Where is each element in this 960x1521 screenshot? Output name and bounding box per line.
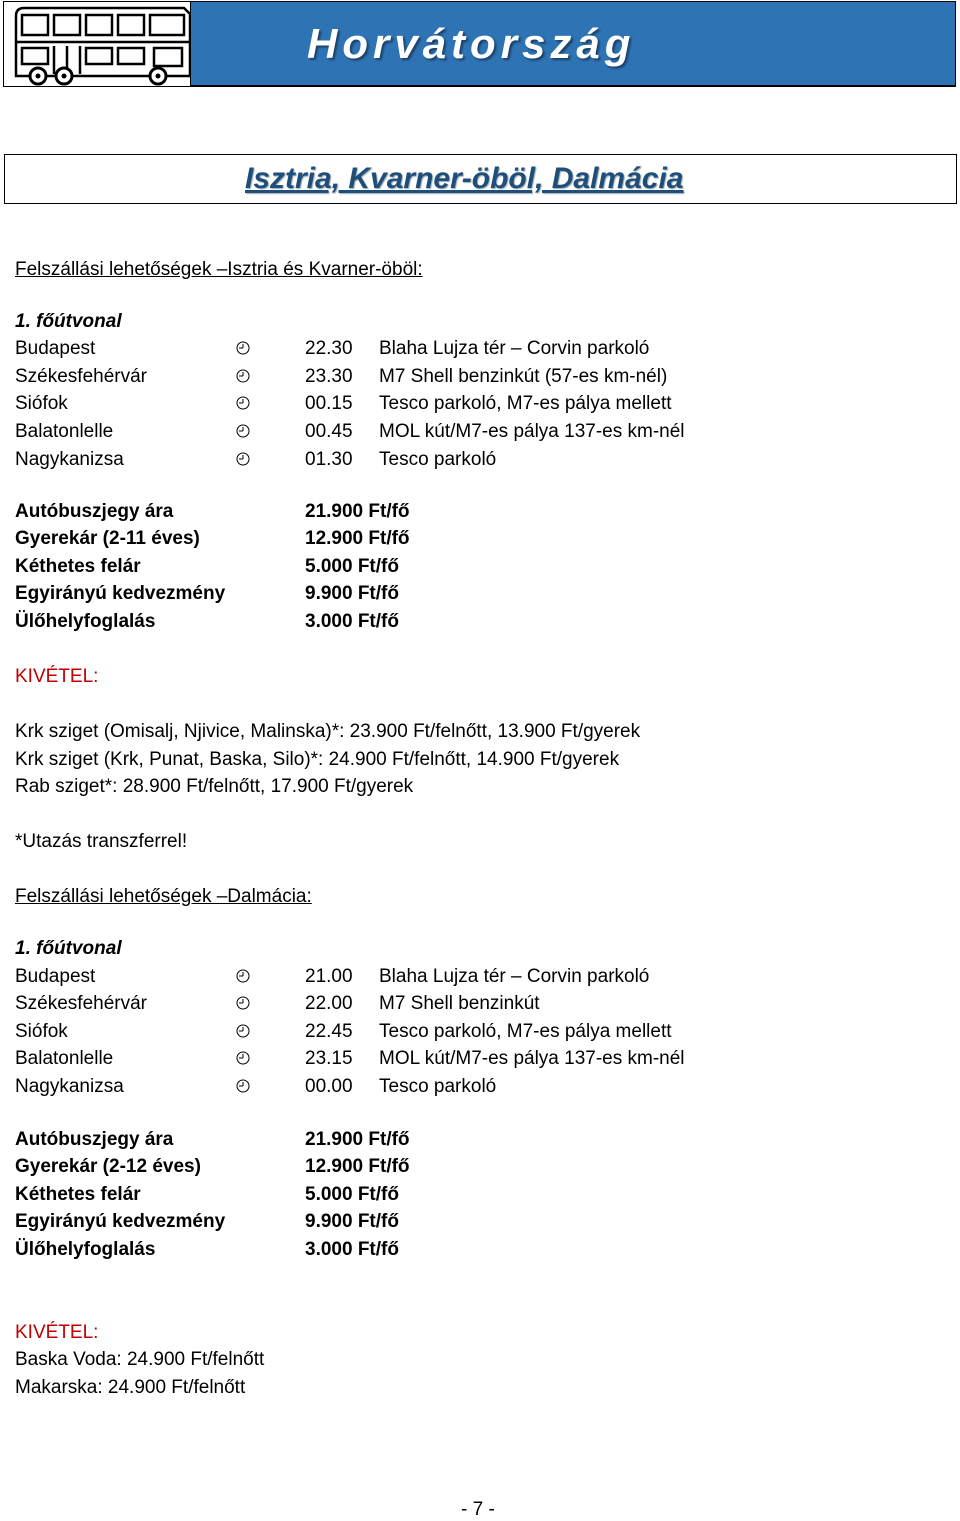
exception-item: Krk sziget (Krk, Punat, Baska, Silo)*: 24.900 Ft/felnőtt, 14.900 Ft/gyerek xyxy=(15,749,620,770)
subtitle-box xyxy=(4,154,957,204)
stop-time: 22.30 xyxy=(305,338,353,359)
stop-city: Balatonlelle xyxy=(15,421,114,442)
price-value: 9.900 Ft/fő xyxy=(305,583,399,604)
stop-city: Balatonlelle xyxy=(15,1048,114,1069)
price-label: Kéthetes felár xyxy=(15,556,141,577)
section-heading-dalmacia: Felszállási lehetőségek –Dalmácia: xyxy=(15,886,312,907)
stop-time: 23.30 xyxy=(305,366,353,387)
stop-place: M7 Shell benzinkút (57-es km-nél) xyxy=(379,366,668,387)
stop-city: Budapest xyxy=(15,338,96,359)
price-label: Kéthetes felár xyxy=(15,1184,141,1205)
stop-place: M7 Shell benzinkút xyxy=(379,993,540,1014)
price-value: 5.000 Ft/fő xyxy=(305,1184,399,1205)
price-label: Ülőhelyfoglalás xyxy=(15,611,156,632)
price-value: 3.000 Ft/fő xyxy=(305,1239,399,1260)
stop-place: MOL kút/M7-es pálya 137-es km-nél xyxy=(379,1048,685,1069)
page-title: Horvátország xyxy=(307,20,636,67)
stop-city: Budapest xyxy=(15,966,96,987)
stop-time: 23.15 xyxy=(305,1048,353,1069)
clock-icon xyxy=(236,1079,250,1093)
page-subtitle: Isztria, Kvarner-öböl, Dalmácia xyxy=(245,162,684,195)
stop-place: Tesco parkoló, M7-es pálya mellett xyxy=(379,393,672,414)
price-label: Ülőhelyfoglalás xyxy=(15,1239,156,1260)
price-value: 9.900 Ft/fő xyxy=(305,1211,399,1232)
stop-time: 01.30 xyxy=(305,449,353,470)
price-value: 5.000 Ft/fő xyxy=(305,556,399,577)
stop-city: Nagykanizsa xyxy=(15,449,124,470)
clock-icon xyxy=(236,424,250,438)
stop-time: 00.00 xyxy=(305,1076,353,1097)
route-label: 1. főútvonal xyxy=(15,311,122,332)
section-heading-isztria: Felszállási lehetőségek –Isztria és Kvarner-öböl: xyxy=(15,259,423,280)
header-banner xyxy=(3,1,956,87)
price-label: Autóbuszjegy ára xyxy=(15,1129,174,1150)
stop-time: 00.45 xyxy=(305,421,353,442)
stop-place: Tesco parkoló xyxy=(379,449,497,470)
stop-city: Siófok xyxy=(15,1021,68,1042)
stop-place: Tesco parkoló, M7-es pálya mellett xyxy=(379,1021,672,1042)
price-label: Gyerekár (2-11 éves) xyxy=(15,528,200,549)
exception-item: Krk sziget (Omisalj, Njivice, Malinska)*: 23.900 Ft/felnőtt, 13.900 Ft/gyerek xyxy=(15,721,641,742)
price-value: 21.900 Ft/fő xyxy=(305,1129,410,1150)
clock-icon xyxy=(236,369,250,383)
exception-item: Rab sziget*: 28.900 Ft/felnőtt, 17.900 Ft/gyerek xyxy=(15,776,414,797)
stop-city: Székesfehérvár xyxy=(15,993,148,1014)
stop-place: Blaha Lujza tér – Corvin parkoló xyxy=(379,966,650,987)
double-decker-bus-icon xyxy=(8,4,192,86)
clock-icon xyxy=(236,1024,250,1038)
exception-label: KIVÉTEL: xyxy=(15,1322,99,1343)
price-label: Gyerekár (2-12 éves) xyxy=(15,1156,201,1177)
exception-item: Makarska: 24.900 Ft/felnőtt xyxy=(15,1377,246,1398)
stop-place: MOL kút/M7-es pálya 137-es km-nél xyxy=(379,421,685,442)
banner-title-bar xyxy=(190,2,955,86)
stop-city: Siófok xyxy=(15,393,68,414)
stop-place: Blaha Lujza tér – Corvin parkoló xyxy=(379,338,650,359)
route-label: 1. főútvonal xyxy=(15,938,122,959)
stop-time: 22.00 xyxy=(305,993,353,1014)
price-label: Egyirányú kedvezmény xyxy=(15,1211,226,1232)
clock-icon xyxy=(236,341,250,355)
clock-icon xyxy=(236,969,250,983)
page-number: - 7 - xyxy=(461,1499,495,1520)
clock-icon xyxy=(236,396,250,410)
exception-label: KIVÉTEL: xyxy=(15,666,99,687)
stop-city: Nagykanizsa xyxy=(15,1076,124,1097)
stop-city: Székesfehérvár xyxy=(15,366,148,387)
price-value: 12.900 Ft/fő xyxy=(305,528,410,549)
transfer-note: *Utazás transzferrel! xyxy=(15,831,188,852)
stop-place: Tesco parkoló xyxy=(379,1076,497,1097)
stop-time: 22.45 xyxy=(305,1021,353,1042)
price-value: 12.900 Ft/fő xyxy=(305,1156,410,1177)
price-value: 21.900 Ft/fő xyxy=(305,501,410,522)
stop-time: 21.00 xyxy=(305,966,353,987)
exception-item: Baska Voda: 24.900 Ft/felnőtt xyxy=(15,1349,265,1370)
price-label: Egyirányú kedvezmény xyxy=(15,583,226,604)
stop-time: 00.15 xyxy=(305,393,353,414)
price-label: Autóbuszjegy ára xyxy=(15,501,174,522)
price-value: 3.000 Ft/fő xyxy=(305,611,399,632)
clock-icon xyxy=(236,996,250,1010)
clock-icon xyxy=(236,1051,250,1065)
clock-icon xyxy=(236,452,250,466)
